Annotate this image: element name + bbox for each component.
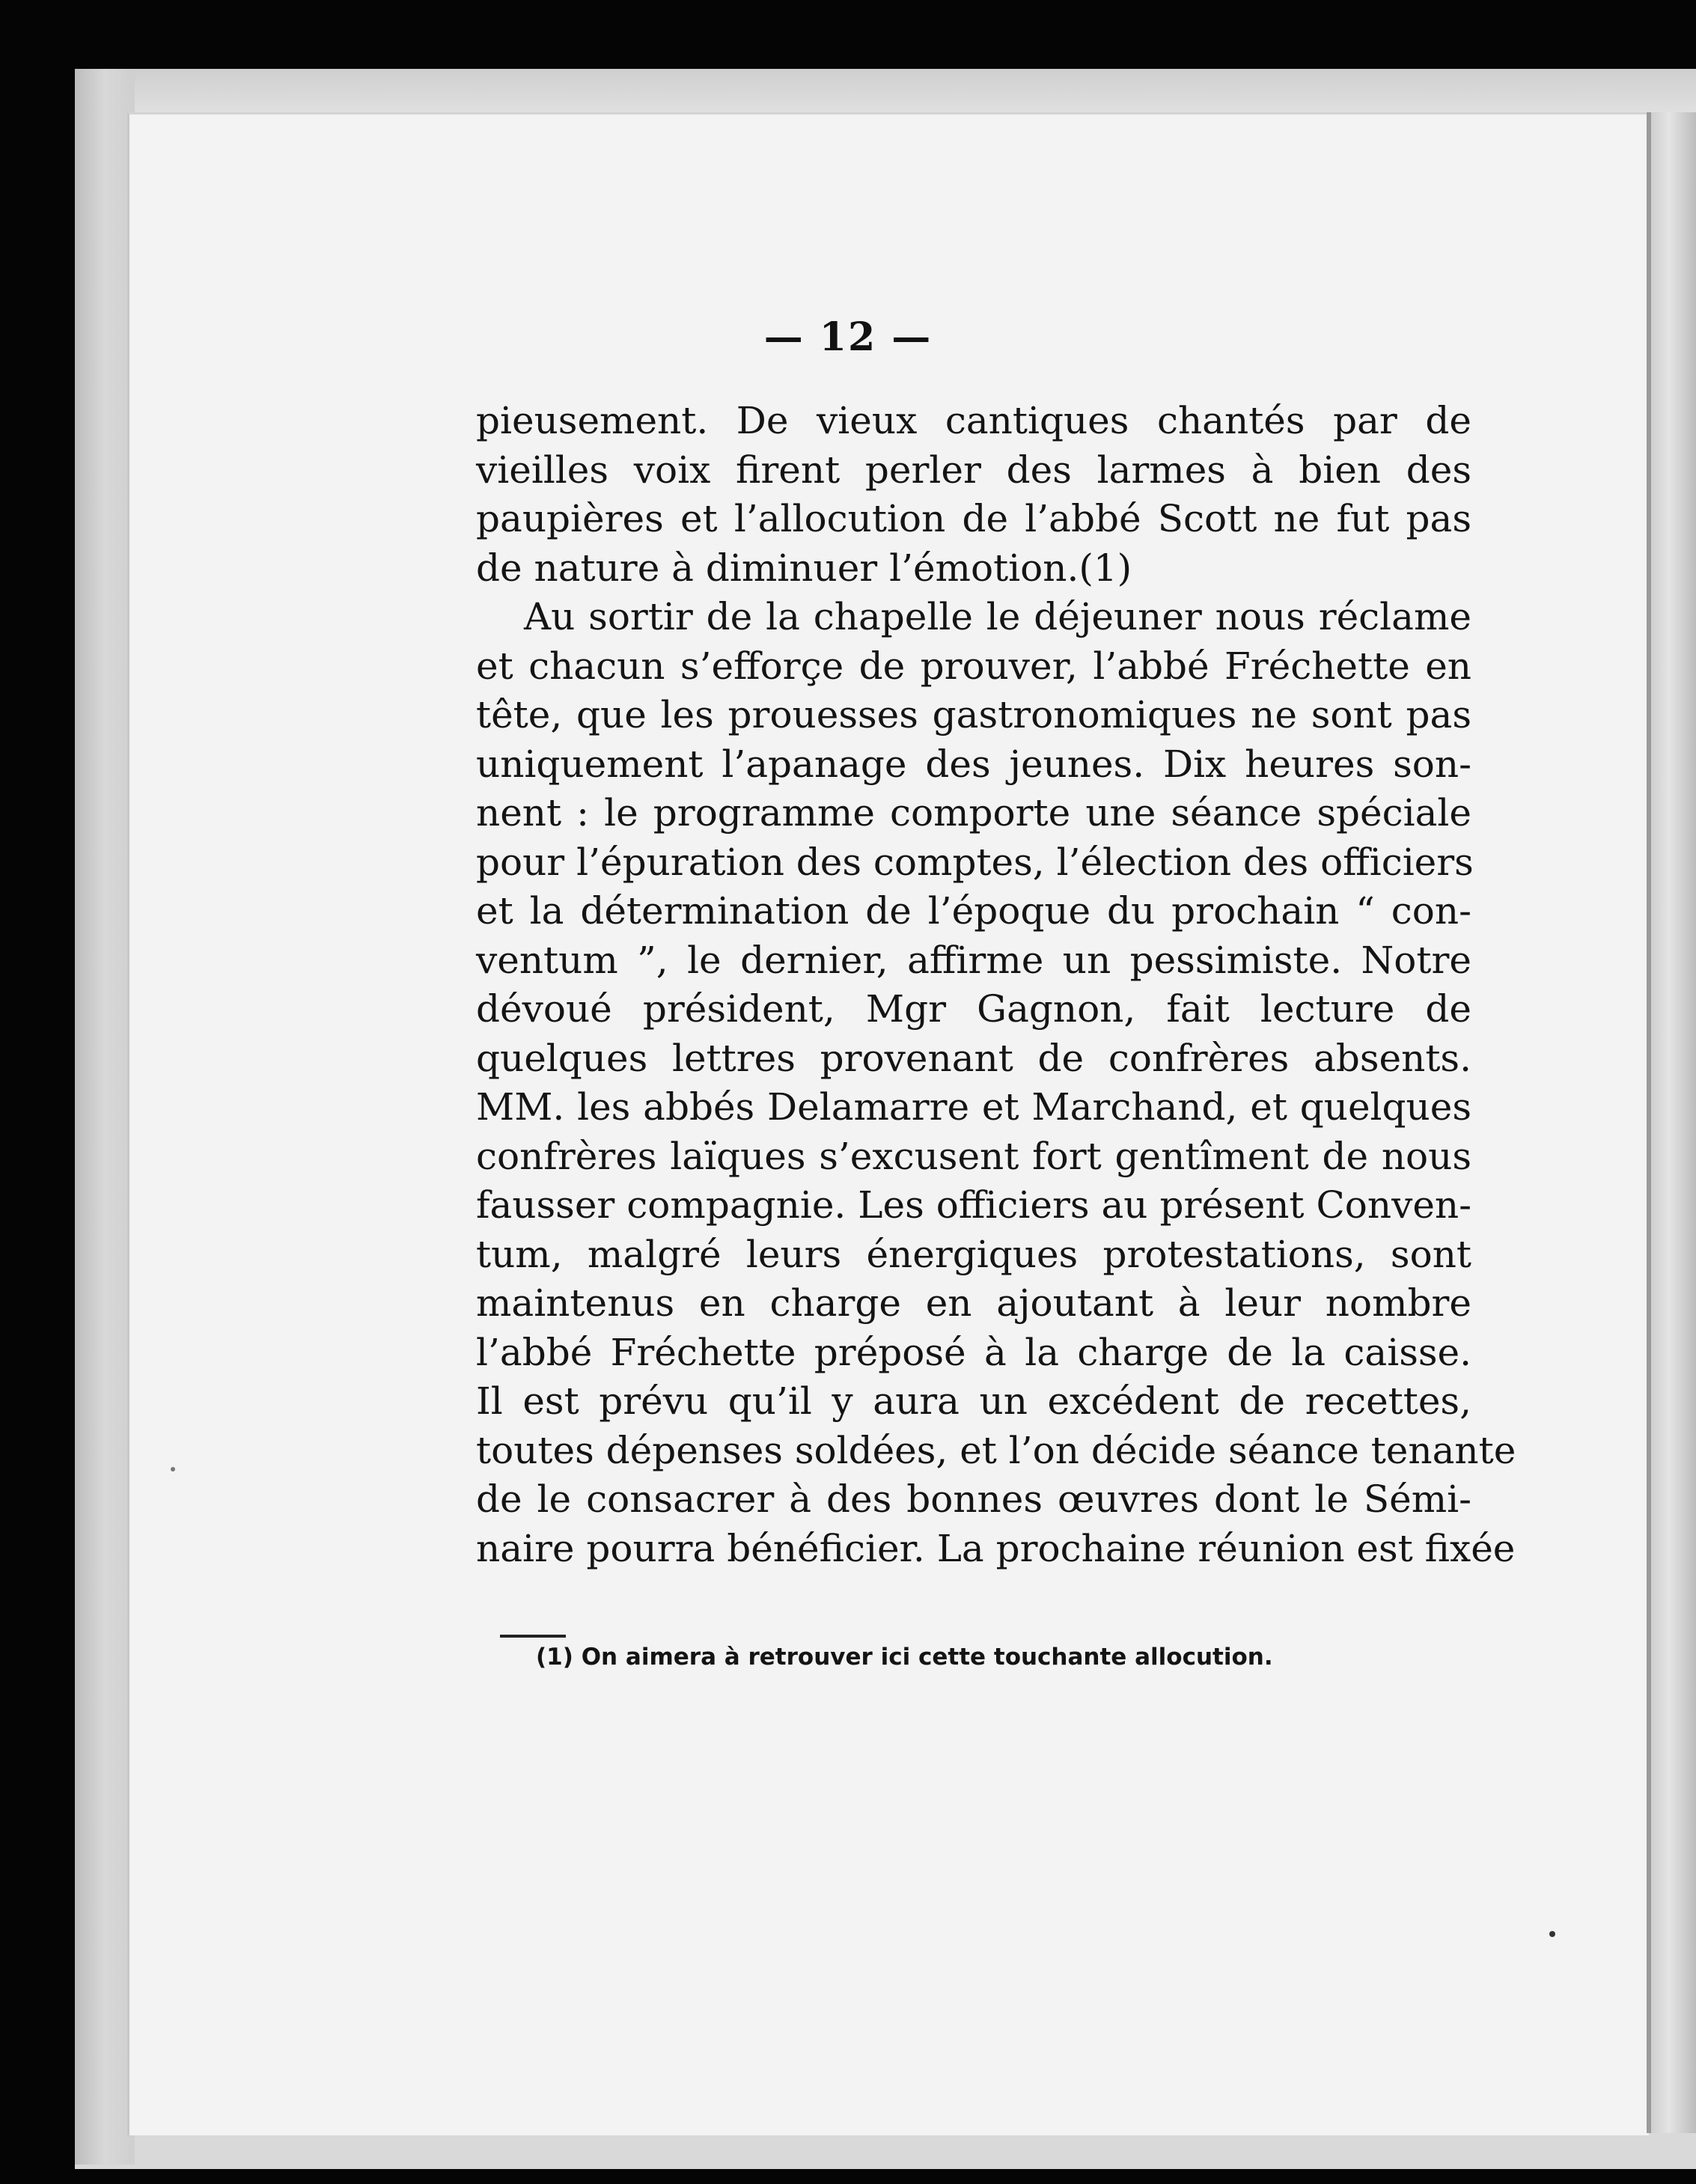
text-line: uniquement l’apanage des jeunes. Dix heures son- bbox=[476, 742, 1471, 786]
scan-speck bbox=[171, 1467, 175, 1471]
backing-board-left-edge bbox=[75, 69, 135, 2165]
text-line: et chacun s’efforçe de prouver, l’abbé Fréchette en bbox=[476, 644, 1471, 688]
page-shadow bbox=[1647, 112, 1651, 2133]
footnote: (1) On aimera à retrouver ici cette touchante allocution. bbox=[536, 1644, 1273, 1671]
backing-board-top-edge bbox=[75, 69, 1696, 114]
text-line: fausser compagnie. Les officiers au présent Conven- bbox=[476, 1183, 1471, 1227]
text-line: l’abbé Fréchette préposé à la charge de la caisse. bbox=[476, 1330, 1471, 1374]
text-line: confrères laïques s’excusent fort gentîment de nous bbox=[476, 1134, 1471, 1178]
text-line: tum, malgré leurs énergiques protestations, sont bbox=[476, 1232, 1471, 1276]
scan-speck bbox=[1549, 1931, 1555, 1937]
text-line: MM. les abbés Delamarre et Marchand, et quelques bbox=[476, 1085, 1471, 1129]
text-line: de nature à diminuer l’émotion.(1) bbox=[476, 546, 1132, 590]
text-line: toutes dépenses soldées, et l’on décide séance tenante bbox=[476, 1428, 1516, 1472]
text-line: dévoué président, Mgr Gagnon, fait lecture de bbox=[476, 987, 1471, 1031]
text-line: de le consacrer à des bonnes œuvres dont le Sémi- bbox=[476, 1477, 1471, 1521]
text-line: pour l’épuration des comptes, l’élection des officiers bbox=[476, 840, 1474, 884]
body-text bbox=[476, 397, 1516, 1573]
text-line: paupières et l’allocution de l’abbé Scott ne fut pas bbox=[476, 497, 1471, 540]
text-line: pieusement. De vieux cantiques chantés par de bbox=[476, 399, 1471, 442]
footnote-rule bbox=[500, 1635, 566, 1638]
text-line: ventum ”, le dernier, affirme un pessimiste. Notre bbox=[476, 938, 1471, 982]
text-line: tête, que les prouesses gastronomiques ne sont pas bbox=[476, 693, 1471, 736]
backing-board-right-edge bbox=[1651, 112, 1696, 2133]
page-number: — 12 — bbox=[763, 314, 933, 360]
text-line: naire pourra bénéficier. La prochaine réunion est fixée bbox=[476, 1526, 1516, 1570]
text-line: nent : le programme comporte une séance spéciale bbox=[476, 791, 1471, 835]
text-line: vieilles voix firent perler des larmes à bien des bbox=[476, 448, 1471, 492]
text-line: Au sortir de la chapelle le déjeuner nous réclame bbox=[524, 595, 1471, 638]
text-line: maintenus en charge en ajoutant à leur nombre bbox=[476, 1281, 1471, 1325]
text-line: quelques lettres provenant de confrères absents. bbox=[476, 1036, 1471, 1080]
text-line: et la détermination de l’époque du prochain “ con- bbox=[476, 889, 1471, 933]
text-line: Il est prévu qu’il y aura un excédent de recettes, bbox=[476, 1379, 1471, 1423]
